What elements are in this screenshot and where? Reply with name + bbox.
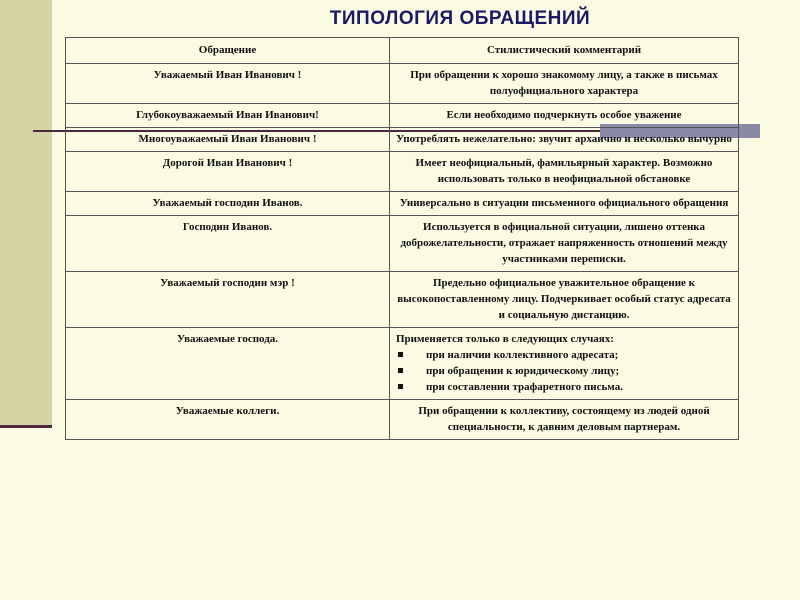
address-cell: Дорогой Иван Иванович ! <box>66 152 390 192</box>
comment-cell: При обращении к коллективу, состоящему из людей одной специальности, к давним деловым партнерам. <box>390 400 739 440</box>
address-cell: Многоуважаемый Иван Иванович ! <box>66 128 390 152</box>
table-row <box>66 272 739 328</box>
left-decor-bar <box>0 0 52 427</box>
list-item-text: при составлении трафаретного письма. <box>426 381 623 393</box>
address-cell: Глубокоуважаемый Иван Иванович! <box>66 104 390 128</box>
comment-cell: Используется в официальной ситуации, лишено оттенка доброжелательности, отражает напряженность отношений между участниками переписки. <box>390 216 739 272</box>
address-cell: Господин Иванов. <box>66 216 390 272</box>
left-decor-rule <box>0 425 52 428</box>
list-item <box>396 347 732 363</box>
comment-cell: Употреблять нежелательно: звучит архаично и несколько вычурно <box>390 128 739 152</box>
bullet-square-icon <box>398 368 403 373</box>
comment-intro: Применяется только в следующих случаях: <box>396 333 614 345</box>
header-comment: Стилистический комментарий <box>390 38 739 64</box>
address-cell: Уважаемый господин Иванов. <box>66 192 390 216</box>
bullet-list <box>396 347 732 395</box>
comment-cell: Если необходимо подчеркнуть особое уважение <box>390 104 739 128</box>
table-row <box>66 400 739 440</box>
table-header-row <box>66 38 739 64</box>
page-title: ТИПОЛОГИЯ ОБРАЩЕНИЙ <box>329 8 591 29</box>
list-item-text: при обращении к юридическому лицу; <box>426 365 620 377</box>
table-row <box>66 216 739 272</box>
table-row <box>66 192 739 216</box>
list-item-text: при наличии коллективного адресата; <box>426 349 619 361</box>
comment-cell: Предельно официальное уважительное обращение к высокопоставленному лицу. Подчеркивает особый статус адресата и социальную дистанцию. <box>390 272 739 328</box>
comment-cell: При обращении к хорошо знакомому лицу, а также в письмах полуофициального характера <box>390 64 739 104</box>
list-item <box>396 379 732 395</box>
comment-cell: Универсально в ситуации письменного официального обращения <box>390 192 739 216</box>
address-cell: Уважаемые коллеги. <box>66 400 390 440</box>
table-row <box>66 104 739 128</box>
table-row <box>66 64 739 104</box>
table-row <box>66 328 739 400</box>
table-row <box>66 128 739 152</box>
address-cell: Уважаемый господин мэр ! <box>66 272 390 328</box>
bullet-square-icon <box>398 352 403 357</box>
address-cell: Уважаемый Иван Иванович ! <box>66 64 390 104</box>
comment-cell: Имеет неофициальный, фамильярный характер. Возможно использовать только в неофициальной обстановке <box>390 152 739 192</box>
address-cell: Уважаемые господа. <box>66 328 390 400</box>
bullet-square-icon <box>398 384 403 389</box>
typology-table <box>65 37 739 440</box>
header-address: Обращение <box>66 38 390 64</box>
list-item <box>396 363 732 379</box>
comment-cell <box>390 328 739 400</box>
table-row <box>66 152 739 192</box>
